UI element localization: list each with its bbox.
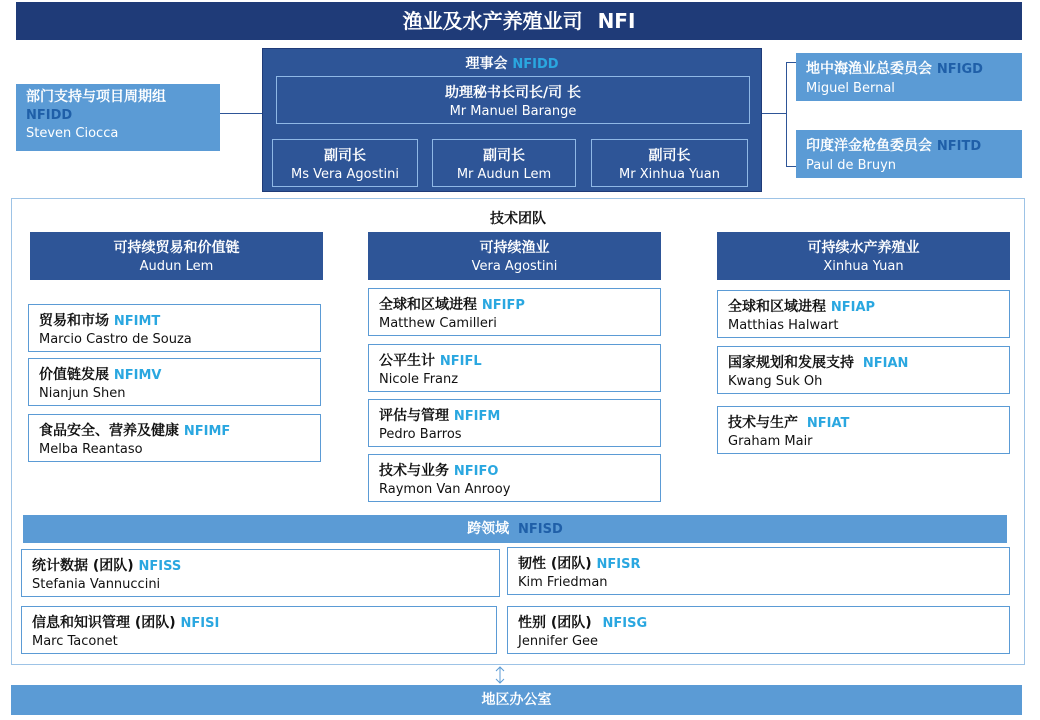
left-unit-box: [16, 84, 220, 151]
deputy-box-1: [272, 139, 418, 187]
unit-title: 评估与管理: [379, 408, 449, 424]
unit-code: NFIFM: [453, 409, 501, 424]
team-title: 信息和知识管理 (团队): [32, 615, 176, 631]
unit-name: Nianjun Shen: [39, 386, 126, 401]
unit-name: Pedro Barros: [379, 427, 462, 442]
division-title: 渔业及水产养殖业司: [402, 9, 583, 33]
team-box-nfisi: [21, 606, 497, 654]
right-unit-box-2: [796, 130, 1022, 178]
column-head-name: Xinhua Yuan: [823, 259, 904, 274]
board-code: NFIDD: [512, 57, 559, 72]
column-head-title: 可持续贸易和价值链: [113, 240, 240, 256]
unit-name: Melba Reantaso: [39, 442, 143, 457]
team-code: NFISI: [180, 616, 220, 631]
right-unit-name: Paul de Bruyn: [806, 158, 897, 173]
team-code: NFISS: [138, 559, 182, 574]
column-head-trade: [30, 232, 323, 280]
unit-name: Matthew Camilleri: [379, 316, 497, 331]
adg-box: [276, 76, 750, 124]
unit-title: 食品安全、营养及健康: [39, 423, 179, 439]
deputy-title: 副司长: [648, 148, 691, 164]
deputy-name: Mr Audun Lem: [456, 167, 552, 182]
connector-right-h: [762, 113, 786, 114]
right-unit-box-1: [796, 53, 1022, 101]
team-title: 统计数据 (团队): [32, 558, 134, 574]
left-unit-code: NFIDD: [26, 108, 73, 123]
unit-box-nfifm: [368, 399, 661, 447]
connector-right-v: [786, 62, 787, 166]
team-name: Marc Taconet: [32, 634, 118, 649]
connector-left: [220, 113, 262, 114]
unit-title: 价值链发展: [39, 367, 109, 383]
team-box-nfisg: [507, 606, 1010, 654]
column-head-fisheries: [368, 232, 661, 280]
team-name: Kim Friedman: [518, 575, 608, 590]
deputy-box-3: [591, 139, 748, 187]
unit-box-nfifp: [368, 288, 661, 336]
deputy-title: 副司长: [324, 148, 366, 164]
team-name: Stefania Vannuccini: [32, 577, 161, 592]
connector-right-top: [786, 62, 796, 63]
unit-code: NFIFL: [439, 354, 482, 369]
double-arrow-icon: [494, 665, 506, 685]
unit-title: 全球和区域进程: [728, 299, 826, 315]
unit-name: Graham Mair: [728, 434, 813, 449]
cross-domain-code: NFISD: [518, 522, 563, 537]
unit-box-nfifl: [368, 344, 661, 392]
unit-name: Nicole Franz: [379, 372, 459, 387]
unit-box-nfiat: [717, 406, 1010, 454]
unit-box-nfimv: [28, 358, 321, 406]
regional-offices-bar: 地区办公室: [11, 685, 1022, 715]
unit-name: Kwang Suk Oh: [728, 374, 823, 389]
unit-box-nfifo: [368, 454, 661, 502]
page-title: [16, 2, 1022, 40]
unit-title: 公平生计: [379, 353, 435, 369]
division-code: NFI: [597, 9, 636, 33]
cross-domain-title: 跨领域: [467, 521, 510, 537]
team-title: 性别 (团队): [518, 615, 592, 631]
deputy-name: Mr Xinhua Yuan: [619, 167, 720, 182]
unit-name: Raymon Van Anrooy: [379, 482, 511, 497]
adg-name: Mr Manuel Barange: [449, 104, 577, 119]
unit-code: NFIAP: [830, 300, 876, 315]
unit-box-nfimt: [28, 304, 321, 352]
deputy-title: 副司长: [483, 148, 525, 164]
adg-title: 助理秘书长司长/司 长: [445, 85, 581, 101]
right-unit-title: 印度洋金枪鱼委员会: [806, 138, 932, 154]
right-unit-name: Miguel Bernal: [806, 81, 895, 96]
right-unit-code: NFITD: [936, 139, 982, 154]
unit-title: 技术与生产: [728, 415, 798, 431]
left-unit-title: 部门支持与项目周期组 NFIDD: [26, 89, 166, 123]
connector-right-bottom: [786, 166, 796, 167]
team-name: Jennifer Gee: [518, 634, 599, 649]
deputy-name: Ms Vera Agostini: [291, 167, 399, 182]
unit-name: Matthias Halwart: [728, 318, 839, 333]
column-head-aquaculture: [717, 232, 1010, 280]
unit-title: 全球和区域进程: [379, 297, 477, 313]
column-head-title: 可持续水产养殖业: [807, 240, 920, 256]
board-title: 理事会 NFIDD: [465, 56, 559, 72]
right-unit-title: 地中海渔业总委员会: [806, 61, 932, 77]
right-unit-code: NFIGD: [936, 62, 983, 77]
team-code: NFISR: [596, 557, 641, 572]
unit-code: NFIMT: [113, 314, 161, 329]
unit-title: 技术与业务: [379, 463, 449, 479]
cross-domain-bar: [23, 515, 1007, 543]
unit-title: 贸易和市场: [39, 313, 109, 329]
unit-box-nfimf: [28, 414, 321, 462]
unit-name: Marcio Castro de Souza: [39, 332, 192, 347]
team-box-nfiss: [21, 549, 500, 597]
team-title: 韧性 (团队): [518, 556, 592, 572]
unit-box-nfiap: [717, 290, 1010, 338]
column-head-name: Audun Lem: [139, 259, 214, 274]
unit-code: NFIMF: [183, 424, 231, 439]
technical-team-title: 技术团队: [490, 211, 546, 227]
unit-title: 国家规划和发展支持: [728, 355, 854, 371]
column-head-title: 可持续渔业: [479, 240, 550, 256]
unit-code: NFIAN: [862, 356, 909, 371]
unit-box-nfian: [717, 346, 1010, 394]
unit-code: NFIAT: [806, 416, 850, 431]
unit-code: NFIFO: [453, 464, 499, 479]
column-head-name: Vera Agostini: [471, 259, 558, 274]
team-box-nfisr: [507, 547, 1010, 595]
team-code: NFISG: [602, 616, 648, 631]
unit-code: NFIFP: [481, 298, 525, 313]
left-unit-name: Steven Ciocca: [26, 126, 119, 141]
unit-code: NFIMV: [113, 368, 162, 383]
deputy-box-2: [432, 139, 576, 187]
